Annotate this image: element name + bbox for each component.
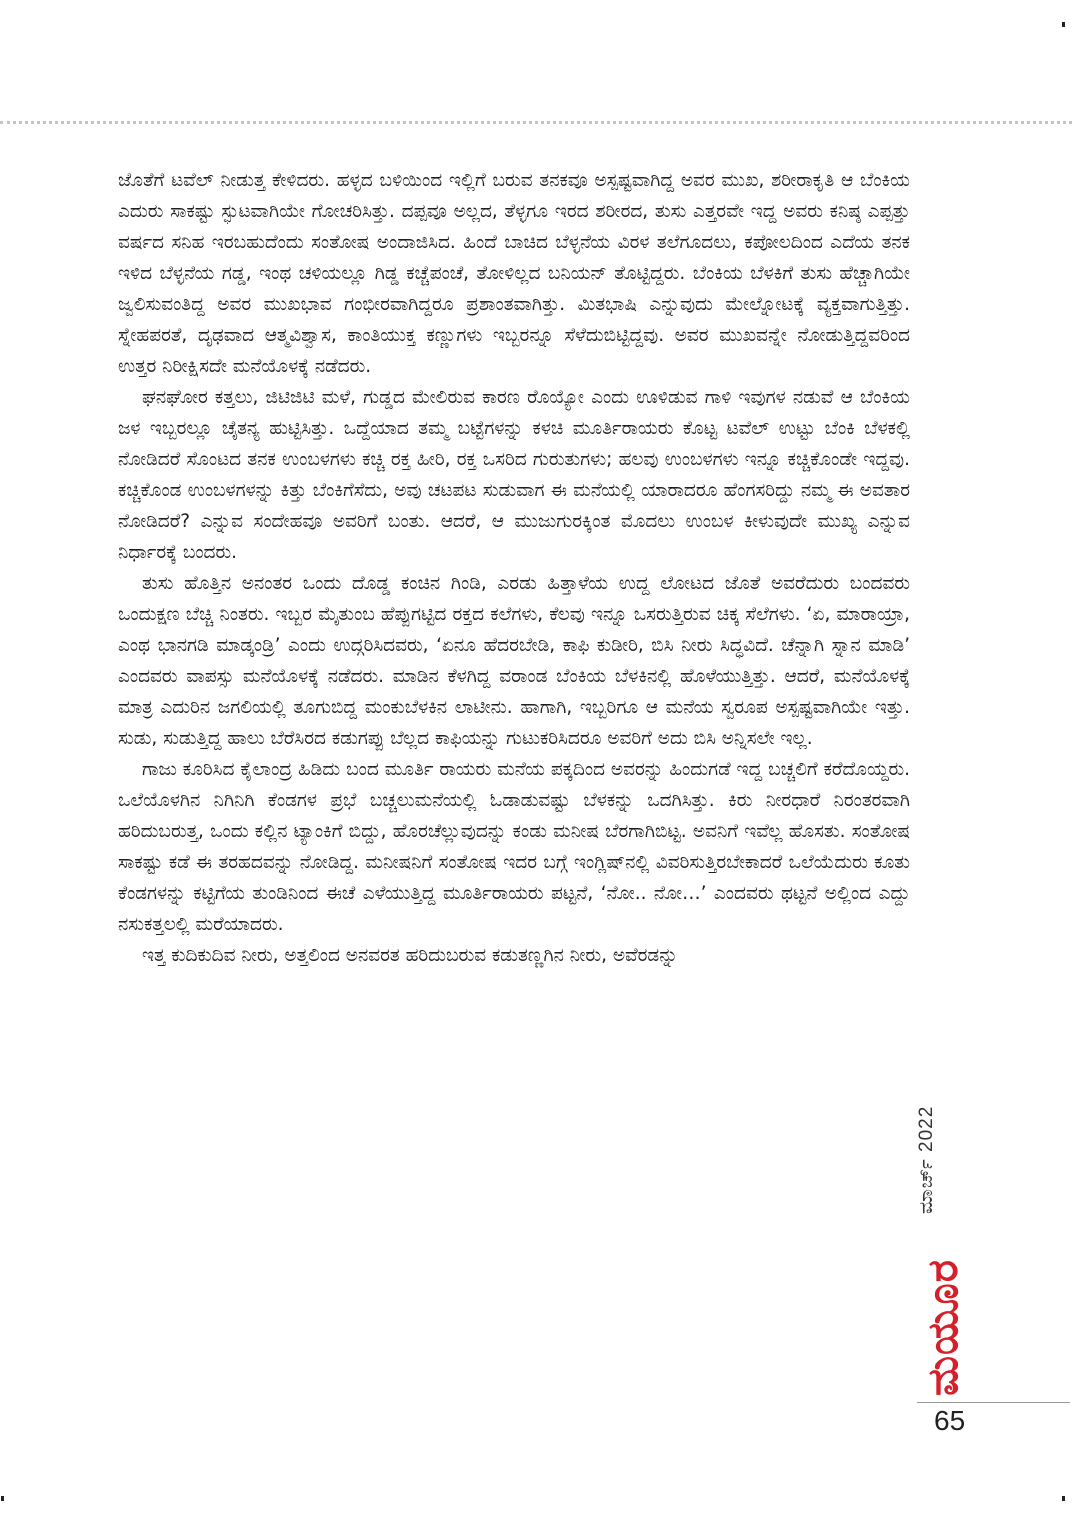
crop-mark-top-right	[1062, 22, 1065, 27]
paragraph: ಇತ್ತ ಕುದಿಕುದಿವ ನೀರು, ಅತ್ತಲಿಂದ ಅನವರತ ಹರಿದುಬರುವ ಕಡುತಣ್ಣಗಿನ ನೀರು, ಅವೆರಡನ್ನು	[142, 945, 678, 966]
page-number-rule	[917, 1402, 1070, 1403]
issue-date: ಮಾರ್ಚ್ 2022	[916, 1105, 937, 1214]
magazine-logo: ಮಯೂರ	[918, 1259, 967, 1396]
paragraph: ಜೊತೆಗೆ ಟವೆಲ್ ನೀಡುತ್ತ ಕೇಳಿದರು. ಹಳ್ಳದ ಬಳಿಯಿಂದ ಇಲ್ಲಿಗೆ ಬರುವ ತನಕವೂ ಅಸ್ಪಷ್ಟವಾಗಿದ್ದ ಅವರ ಮುಖ, ಶರೀರಾಕೃತಿ ಆ ಬೆಂಕಿಯ ಎದುರು ಸಾಕಷ್ಟು ಸ್ಫುಟವಾಗಿಯೇ ಗೋಚರಿಸಿತ್ತು. ದಪ್ಪವೂ ಅಲ್ಲದ, ತೆಳ್ಳಗೂ ಇರದ ಶರೀರದ, ತುಸು ಎತ್ತರವೇ ಇದ್ದ ಅವರು ಕನಿಷ್ಠ ಎಪ್ಪತ್ತು ವರ್ಷದ ಸನಿಹ ಇರಬಹುದೆಂದು ಸಂತೋಷ ಅಂದಾಜಿಸಿದ. ಹಿಂದೆ ಬಾಚಿದ ಬೆಳ್ಳನೆಯ ವಿರಳ ತಲೆಗೂದಲು, ಕಪೋಲದಿಂದ ಎದೆಯ ತನಕ ಇಳಿದ ಬೆಳ್ಳನೆಯ ಗಡ್ಡ, ಇಂಥ ಚಳಿಯಲ್ಲೂ ಗಿಡ್ಡ ಕಚ್ಚೆಪಂಚೆ, ತೋಳಿಲ್ಲದ ಬನಿಯನ್ ತೊಟ್ಟಿದ್ದರು. ಬೆಂಕಿಯ ಬೆಳಕಿಗೆ ತುಸು ಹೆಚ್ಚಾಗಿಯೇ ಜ್ವಲಿಸುವಂತಿದ್ದ ಅವರ ಮುಖಭಾವ ಗಂಭೀರವಾಗಿದ್ದರೂ ಪ್ರಶಾಂತವಾಗಿತ್ತು. ಮಿತಭಾಷಿ ಎನ್ನುವುದು ಮೇಲ್ನೋಟಕ್ಕೆ ವ್ಯಕ್ತವಾಗುತ್ತಿತ್ತು. ಸ್ನೇಹಪರತೆ, ದೃಢವಾದ ಆತ್ಮವಿಶ್ವಾಸ, ಕಾಂತಿಯುಕ್ತ ಕಣ್ಣುಗಳು ಇಬ್ಬರನ್ನೂ ಸೆಳೆದುಬಿಟ್ಟಿದ್ದವು. ಅವರ ಮುಖವನ್ನೇ ನೋಡುತ್ತಿದ್ದವರಿಂದ ಉತ್ತರ ನಿರೀಕ್ಷಿಸದೇ ಮನೆಯೊಳಕ್ಕೆ ನಡೆದರು.	[118, 170, 910, 377]
paragraph: ತುಸು ಹೊತ್ತಿನ ಅನಂತರ ಒಂದು ದೊಡ್ಡ ಕಂಚಿನ ಗಿಂಡಿ, ಎರಡು ಹಿತ್ತಾಳೆಯ ಉದ್ದ ಲೋಟದ ಜೊತೆ ಅವರೆದುರು ಬಂದವರು ಒಂದುಕ್ಷಣ ಬೆಚ್ಚಿ ನಿಂತರು. ಇಬ್ಬರ ಮೈತುಂಬ ಹೆಪ್ಪುಗಟ್ಟಿದ ರಕ್ತದ ಕಲೆಗಳು, ಕೆಲವು ಇನ್ನೂ ಒಸರುತ್ತಿರುವ ಚಿಕ್ಕ ಸೆಲೆಗಳು. ‘ಏ, ಮಾರಾಯ್ರಾ, ಎಂಥ ಭಾನಗಡಿ ಮಾಡ್ಕಂಡ್ರಿ’ ಎಂದು ಉದ್ಗರಿಸಿದವರು, ‘ಏನೂ ಹೆದರಬೇಡಿ, ಕಾಫಿ ಕುಡೀರಿ, ಬಿಸಿ ನೀರು ಸಿದ್ಧವಿದೆ. ಚೆನ್ನಾಗಿ ಸ್ನಾನ ಮಾಡಿ’ ಎಂದವರು ವಾಪಸ್ಸು ಮನೆಯೊಳಕ್ಕೆ ನಡೆದರು. ಮಾಡಿನ ಕೆಳಗಿದ್ದ ವರಾಂಡ ಬೆಂಕಿಯ ಬೆಳಕಿನಲ್ಲಿ ಹೊಳೆಯುತ್ತಿತ್ತು. ಆದರೆ, ಮನೆಯೊಳಕ್ಕೆ ಮಾತ್ರ ಎದುರಿನ ಜಗಲಿಯಲ್ಲಿ ತೂಗುಬಿದ್ದ ಮಂಕುಬೆಳಕಿನ ಲಾಟೀನು. ಹಾಗಾಗಿ, ಇಬ್ಬರಿಗೂ ಆ ಮನೆಯ ಸ್ವರೂಪ ಅಸ್ಪಷ್ಟವಾಗಿಯೇ ಇತ್ತು. ಸುಡು, ಸುಡುತ್ತಿದ್ದ ಹಾಲು ಬೆರೆಸಿರದ ಕಡುಗಪ್ಪು ಬೆಲ್ಲದ ಕಾಫಿಯನ್ನು ಗುಟುಕರಿಸಿದರೂ ಅವರಿಗೆ ಅದು ಬಿಸಿ ಅನ್ನಿಸಲೇ ಇಲ್ಲ.	[118, 573, 910, 749]
header-dotted-rule	[0, 121, 1072, 124]
paragraph: ಘನಘೋರ ಕತ್ತಲು, ಜಿಟಿಜಿಟಿ ಮಳೆ, ಗುಡ್ಡದ ಮೇಲಿರುವ ಕಾರಣ ರೊಯ್ಯೋ ಎಂದು ಊಳಿಡುವ ಗಾಳಿ ಇವುಗಳ ನಡುವೆ ಆ ಬೆಂಕಿಯ ಜಳ ಇಬ್ಬರಲ್ಲೂ ಚೈತನ್ಯ ಹುಟ್ಟಿಸಿತ್ತು. ಒದ್ದೆಯಾದ ತಮ್ಮ ಬಟ್ಟೆಗಳನ್ನು ಕಳಚಿ ಮೂರ್ತಿರಾಯರು ಕೊಟ್ಟ ಟವೆಲ್ ಉಟ್ಟು ಬೆಂಕಿ ಬೆಳಕಲ್ಲಿ ನೋಡಿದರೆ ಸೊಂಟದ ತನಕ ಉಂಬಳಗಳು ಕಚ್ಚಿ ರಕ್ತ ಹೀರಿ, ರಕ್ತ ಒಸರಿದ ಗುರುತುಗಳು; ಹಲವು ಉಂಬಳಗಳು ಇನ್ನೂ ಕಚ್ಚಿಕೊಂಡೇ ಇದ್ದವು. ಕಚ್ಚಿಕೊಂಡ ಉಂಬಳಗಳನ್ನು ಕಿತ್ತು ಬೆಂಕಿಗೆಸೆದು, ಅವು ಚಟಪಟ ಸುಡುವಾಗ ಈ ಮನೆಯಲ್ಲಿ ಯಾರಾದರೂ ಹೆಂಗಸರಿದ್ದು ನಮ್ಮ ಈ ಅವತಾರ ನೋಡಿದರೆ? ಎನ್ನುವ ಸಂದೇಹವೂ ಅವರಿಗೆ ಬಂತು. ಆದರೆ, ಆ ಮುಜುಗುರಕ್ಕಿಂತ ಮೊದಲು ಉಂಬಳ ಕೀಳುವುದೇ ಮುಖ್ಯ ಎನ್ನುವ ನಿರ್ಧಾರಕ್ಕೆ ಬಂದರು.	[118, 387, 910, 563]
paragraph: ಗಾಜು ಕೂರಿಸಿದ ಕೈಲಾಂದ್ರ ಹಿಡಿದು ಬಂದ ಮೂರ್ತಿ ರಾಯರು ಮನೆಯ ಪಕ್ಕದಿಂದ ಅವರನ್ನು ಹಿಂದುಗಡೆ ಇದ್ದ ಬಚ್ಚಲಿಗೆ ಕರೆದೊಯ್ದರು. ಒಲೆಯೊಳಗಿನ ನಿಗಿನಿಗಿ ಕೆಂಡಗಳ ಪ್ರಭೆ ಬಚ್ಚಲುಮನೆಯಲ್ಲಿ ಓಡಾಡುವಷ್ಟು ಬೆಳಕನ್ನು ಒದಗಿಸಿತ್ತು. ಕಿರು ನೀರಧಾರೆ ನಿರಂತರವಾಗಿ ಹರಿದುಬರುತ್ತ, ಒಂದು ಕಲ್ಲಿನ ಟ್ಯಾಂಕಿಗೆ ಬಿದ್ದು, ಹೊರಚೆಲ್ಲುವುದನ್ನು ಕಂಡು ಮನೀಷ ಬೆರಗಾಗಿಬಿಟ್ಟ. ಅವನಿಗೆ ಇವೆಲ್ಲ ಹೊಸತು. ಸಂತೋಷ ಸಾಕಷ್ಟು ಕಡೆ ಈ ತರಹದವನ್ನು ನೋಡಿದ್ದ. ಮನೀಷನಿಗೆ ಸಂತೋಷ ಇದರ ಬಗ್ಗೆ ಇಂಗ್ಲಿಷ್‌ನಲ್ಲಿ ವಿವರಿಸುತ್ತಿರಬೇಕಾದರೆ ಒಲೆಯೆದುರು ಕೂತು ಕೆಂಡಗಳನ್ನು ಕಟ್ಟಿಗೆಯ ತುಂಡಿನಿಂದ ಈಚೆ ಎಳೆಯುತ್ತಿದ್ದ ಮೂರ್ತಿರಾಯರು ಪಟ್ಟನೆ, ‘ನೋ.. ನೋ…’ ಎಂದವರು ಥಟ್ಟನೆ ಅಲ್ಲಿಂದ ಎದ್ದು ನಸುಕತ್ತಲಲ್ಲಿ ಮರೆಯಾದರು.	[118, 759, 910, 935]
article-body	[118, 165, 910, 1427]
page-number: 65	[934, 1405, 966, 1436]
crop-mark-bottom-left	[1, 1496, 4, 1501]
crop-mark-bottom-right	[1062, 1496, 1065, 1501]
